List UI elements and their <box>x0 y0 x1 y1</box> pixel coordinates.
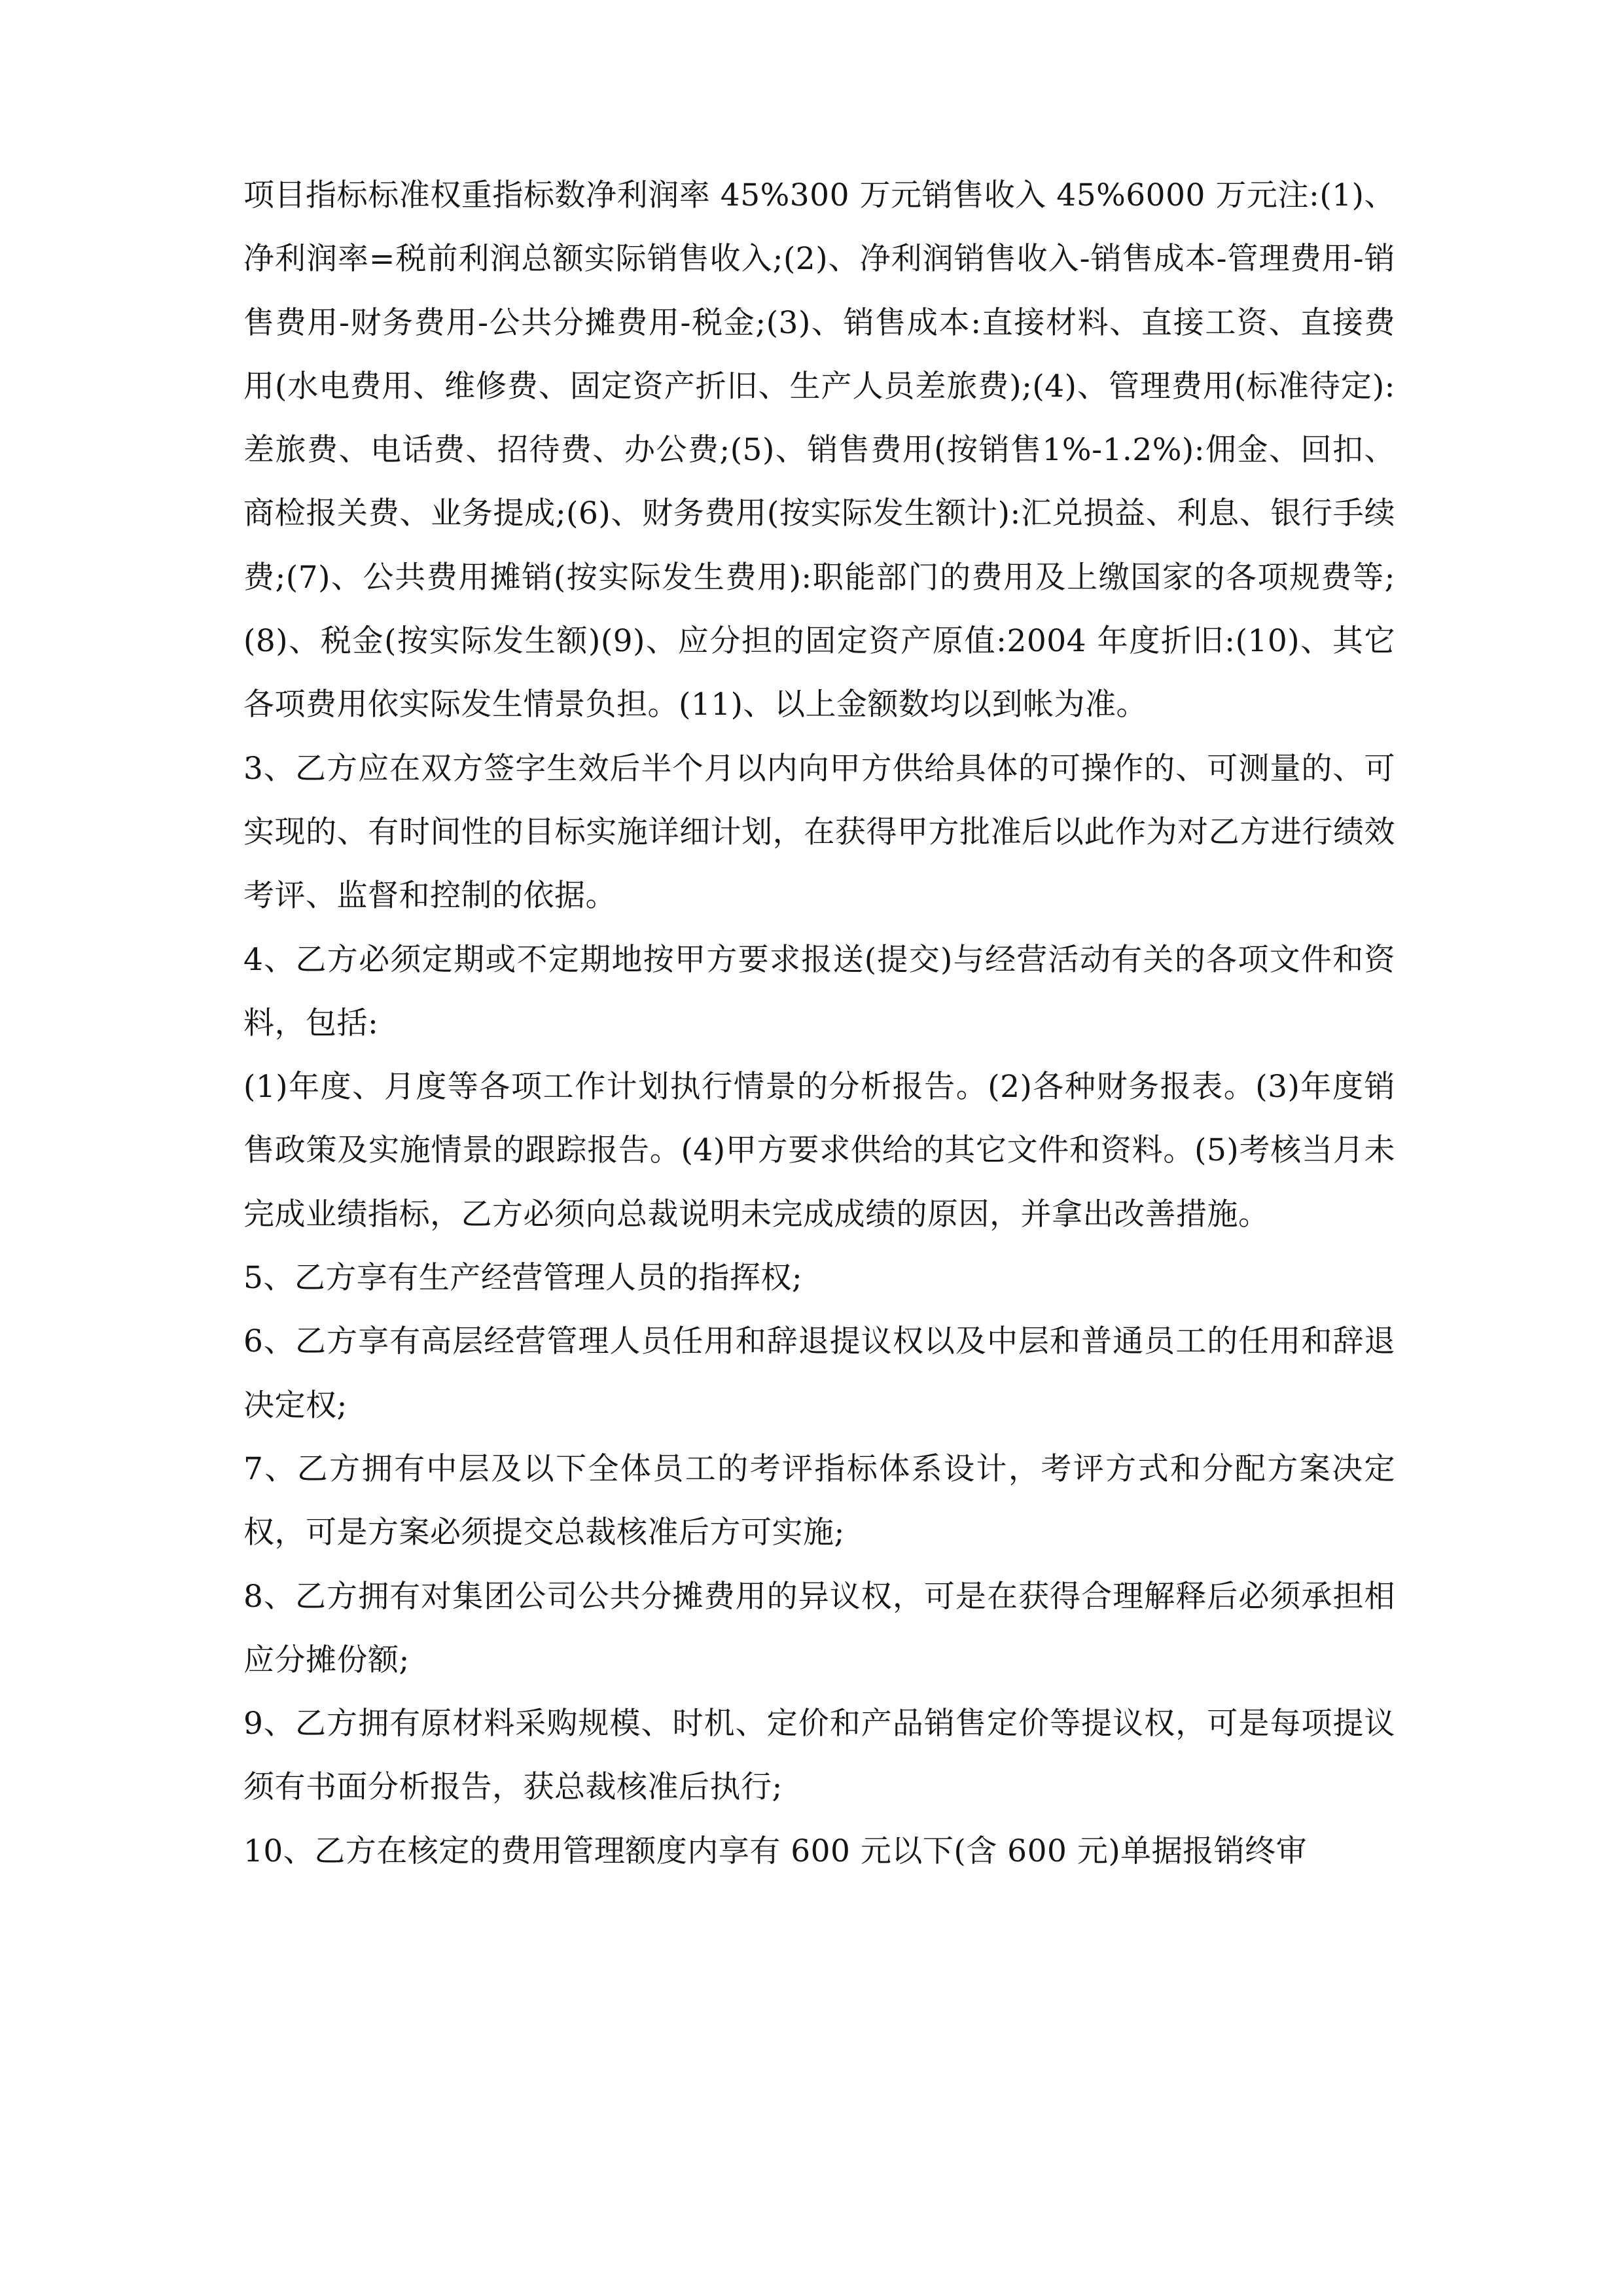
document-body <box>243 164 1395 1883</box>
paragraph-10: 10、乙方在核定的费用管理额度内享有 600 元以下(含 600 元)单据报销终审 <box>243 1833 1308 1869</box>
paragraph-4-items: (1)年度、月度等各项工作计划执行情景的分析报告。(2)各种财务报表。(3)年度销售政策及实施情景的跟踪报告。(4)甲方要求供给的其它文件和资料。(5)考核当月未完成业绩指标，乙方必须向总裁说明未完成成绩的原因，并拿出改善措施。 <box>243 1069 1395 1232</box>
paragraph-5: 5、乙方享有生产经营管理人员的指挥权; <box>243 1260 803 1297</box>
paragraph-7: 7、乙方拥有中层及以下全体员工的考评指标体系设计，考评方式和分配方案决定权，可是方案必须提交总裁核准后方可实施; <box>243 1450 1395 1551</box>
paragraph-3: 3、乙方应在双方签字生效后半个月以内向甲方供给具体的可操作的、可测量的、可实现的、有时间性的目标实施详细计划，在获得甲方批准后以此作为对乙方进行绩效考评、监督和控制的依据。 <box>243 750 1395 914</box>
paragraph-6: 6、乙方享有高层经营管理人员任用和辞退提议权以及中层和普通员工的任用和辞退决定权; <box>243 1323 1395 1424</box>
paragraph-8: 8、乙方拥有对集团公司公共分摊费用的异议权，可是在获得合理解释后必须承担相应分摊份额; <box>243 1578 1395 1678</box>
paragraph-indicators: 项目指标标准权重指标数净利润率 45%300 万元销售收入 45%6000 万元注:(1)、净利润率=税前利润总额实际销售收入;(2)、净利润销售收入-销售成本-管理费用-销售费用-财务费用-公共分摊费用-税金;(3)、销售成本:直接材料、直接工资、直接费用(水电费用、维修费、固定资产折旧、生产人员差旅费);(4)、管理费用(标准待定):差旅费、电话费、招待费、办公费;(5)、销售费用(按销售1%-1.2%):佣金、回扣、商检报关费、业务提成;(6)、财务费用(按实际发生额计):汇兑损益、利息、银行手续费;(7)、公共费用摊销(按实际发生费用):职能部门的费用及上缴国家的各项规费等;(8)、税金(按实际发生额)(9)、应分担的固定资产原值:2004 年度折旧:(10)、其它各项费用依实际发生情景负担。(11)、以上金额数均以到帐为准。 <box>243 177 1395 723</box>
paragraph-9: 9、乙方拥有原材料采购规模、时机、定价和产品销售定价等提议权，可是每项提议须有书面分析报告，获总裁核准后执行; <box>243 1706 1395 1806</box>
paragraph-4: 4、乙方必须定期或不定期地按甲方要求报送(提交)与经营活动有关的各项文件和资料，包括: <box>243 941 1395 1041</box>
